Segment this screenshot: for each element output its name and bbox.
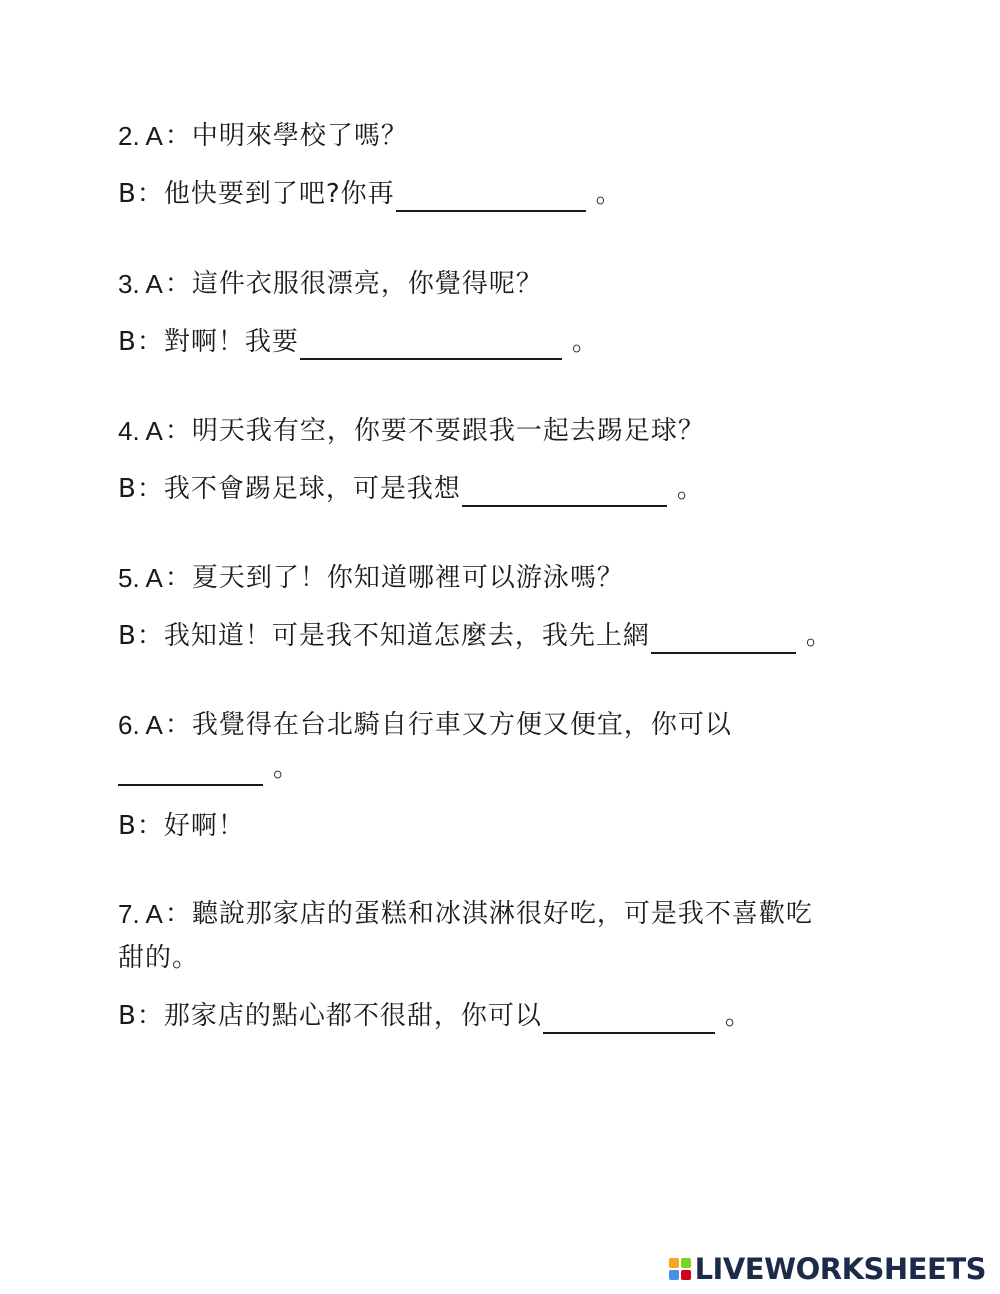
answer-3-line: [118, 324, 598, 360]
answer-text: B：好啊！: [118, 811, 245, 841]
logo-square: [669, 1258, 679, 1268]
end-punctuation: 。: [571, 327, 598, 357]
question-text: ：明天我有空，你要不要跟我一起去踢足球？: [164, 416, 705, 446]
answer-5-line: [118, 618, 832, 654]
end-punctuation: 。: [595, 179, 622, 209]
end-punctuation: 。: [805, 621, 832, 651]
answer-7-blank[interactable]: [543, 1006, 715, 1034]
question-3-line: [118, 266, 543, 302]
question-2-line: [118, 118, 408, 154]
question-4-line: [118, 413, 705, 449]
question-text: ：夏天到了！你知道哪裡可以游泳嗎？: [164, 563, 624, 593]
question-7-line: [118, 896, 813, 932]
answer-3-blank[interactable]: [300, 332, 562, 360]
question-6-line: [118, 707, 732, 743]
question-number: 2. A: [118, 121, 163, 151]
question-number: 7. A: [118, 899, 163, 929]
answer-4-line: [118, 471, 703, 507]
answer-6-line: [118, 808, 245, 844]
logo-mark-icon: [669, 1258, 691, 1280]
end-punctuation: 。: [273, 753, 300, 783]
answer-prefix: B：那家店的點心都不很甜，你可以: [118, 1001, 542, 1031]
answer-2-blank[interactable]: [396, 184, 586, 212]
logo-square: [669, 1270, 679, 1280]
answer-2-line: [118, 176, 622, 212]
answer-prefix: B：我不會踢足球，可是我想: [118, 474, 461, 504]
question-5-line: [118, 560, 624, 596]
question-number: 3. A: [118, 269, 163, 299]
question-text: ：這件衣服很漂亮，你覺得呢？: [164, 269, 543, 299]
answer-7-line: [118, 998, 751, 1034]
answer-prefix: B：他快要到了吧?你再: [118, 179, 395, 209]
answer-4-input[interactable]: [462, 486, 667, 512]
question-text-continued: 甜的。: [118, 943, 200, 973]
question-text: ：我覺得在台北騎自行車又方便又便宜，你可以: [164, 710, 732, 740]
question-number: 6. A: [118, 710, 163, 740]
end-punctuation: 。: [676, 474, 703, 504]
question-7-continued: [118, 940, 199, 976]
answer-prefix: B：對啊！我要: [118, 327, 299, 357]
question-number: 4. A: [118, 416, 163, 446]
question-number: 5. A: [118, 563, 163, 593]
answer-prefix: B：我知道！可是我不知道怎麼去，我先上網: [118, 621, 650, 651]
question-text: ：中明來學校了嗎？: [164, 121, 408, 151]
answer-3-input[interactable]: [300, 339, 562, 365]
logo-square: [681, 1258, 691, 1268]
answer-5-input[interactable]: [651, 633, 796, 659]
question-text: ：聽說那家店的蛋糕和冰淇淋很好吃，可是我不喜歡吃: [164, 899, 813, 929]
question-6-input[interactable]: [118, 765, 263, 791]
question-6-blank-line: [118, 750, 299, 786]
question-6-blank[interactable]: [118, 758, 263, 786]
liveworksheets-logo: [669, 1252, 986, 1286]
answer-2-input[interactable]: [396, 191, 586, 217]
end-punctuation: 。: [724, 1001, 751, 1031]
answer-4-blank[interactable]: [462, 479, 667, 507]
answer-7-input[interactable]: [543, 1013, 715, 1039]
answer-5-blank[interactable]: [651, 626, 796, 654]
logo-square: [681, 1270, 691, 1280]
logo-text: LIVEWORKSHEETS: [694, 1252, 986, 1286]
